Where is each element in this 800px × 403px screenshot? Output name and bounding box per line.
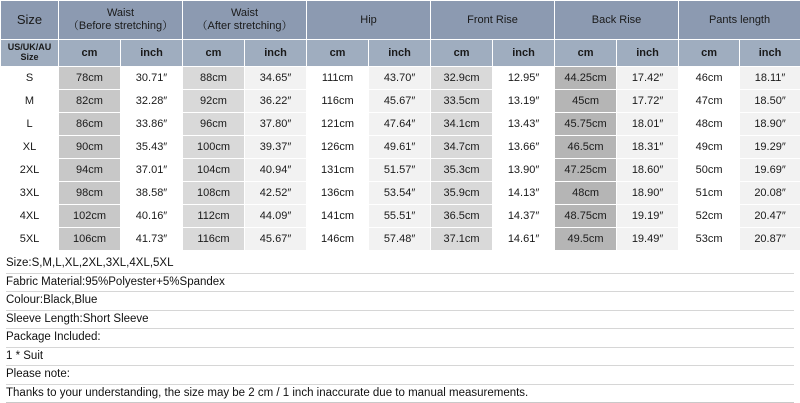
cell-waist-before-inch: 35.43″	[121, 136, 183, 159]
cell-pants-length-inch: 18.90″	[740, 113, 800, 136]
note-size: Size:S,M,L,XL,2XL,3XL,4XL,5XL	[6, 255, 794, 274]
cell-back-rise-cm: 45.75cm	[555, 113, 617, 136]
header-hip: Hip	[307, 1, 431, 40]
cell-pants-length-inch: 19.69″	[740, 159, 800, 182]
table-row	[1, 228, 800, 251]
note-sleeve-length: Sleeve Length:Short Sleeve	[6, 311, 794, 330]
cell-waist-before-inch: 30.71″	[121, 67, 183, 90]
header-waist-before-sub: （Before stretching）	[59, 20, 182, 33]
cell-waist-before-cm: 106cm	[59, 228, 121, 251]
cell-front-rise-cm: 32.9cm	[431, 67, 493, 90]
cell-front-rise-inch: 13.90″	[493, 159, 555, 182]
cell-waist-before-cm: 78cm	[59, 67, 121, 90]
cell-front-rise-inch: 13.43″	[493, 113, 555, 136]
row-size-label: 5XL	[1, 228, 59, 251]
cell-front-rise-cm: 37.1cm	[431, 228, 493, 251]
row-size-label: S	[1, 67, 59, 90]
cell-waist-after-inch: 36.22″	[245, 90, 307, 113]
cell-waist-after-cm: 112cm	[183, 205, 245, 228]
cell-hip-inch: 51.57″	[369, 159, 431, 182]
cell-waist-after-inch: 39.37″	[245, 136, 307, 159]
cell-hip-inch: 53.54″	[369, 182, 431, 205]
cell-pants-length-cm: 49cm	[679, 136, 740, 159]
cell-back-rise-cm: 44.25cm	[555, 67, 617, 90]
cell-waist-before-inch: 33.86″	[121, 113, 183, 136]
header-unit-3: inch	[245, 40, 307, 67]
cell-pants-length-cm: 52cm	[679, 205, 740, 228]
cell-front-rise-inch: 12.95″	[493, 67, 555, 90]
note-package-quantity: 1 * Suit	[6, 348, 794, 367]
cell-front-rise-cm: 36.5cm	[431, 205, 493, 228]
header-waist-before	[59, 1, 183, 40]
cell-waist-after-inch: 45.67″	[245, 228, 307, 251]
cell-waist-before-cm: 98cm	[59, 182, 121, 205]
cell-hip-inch: 55.51″	[369, 205, 431, 228]
cell-waist-after-inch: 42.52″	[245, 182, 307, 205]
cell-pants-length-cm: 46cm	[679, 67, 740, 90]
cell-waist-after-cm: 88cm	[183, 67, 245, 90]
header-waist-after-sub: （After stretching）	[183, 20, 306, 33]
cell-back-rise-cm: 45cm	[555, 90, 617, 113]
cell-front-rise-inch: 14.61″	[493, 228, 555, 251]
header-unit-0: cm	[59, 40, 121, 67]
header-front-rise: Front Rise	[431, 1, 555, 40]
header-unit-4: cm	[307, 40, 369, 67]
header-waist-after	[183, 1, 307, 40]
cell-waist-after-inch: 40.94″	[245, 159, 307, 182]
row-size-label: XL	[1, 136, 59, 159]
header-unit-1: inch	[121, 40, 183, 67]
table-row	[1, 136, 800, 159]
header-unit-8: cm	[555, 40, 617, 67]
cell-back-rise-inch: 18.60″	[617, 159, 679, 182]
table-row	[1, 159, 800, 182]
note-please-note: Please note:	[6, 366, 794, 385]
cell-pants-length-inch: 20.47″	[740, 205, 800, 228]
row-size-label: 2XL	[1, 159, 59, 182]
cell-waist-before-cm: 94cm	[59, 159, 121, 182]
cell-back-rise-inch: 19.19″	[617, 205, 679, 228]
cell-waist-before-inch: 38.58″	[121, 182, 183, 205]
table-body	[1, 67, 800, 251]
cell-front-rise-cm: 34.7cm	[431, 136, 493, 159]
note-package-included: Package Included:	[6, 329, 794, 348]
cell-waist-before-inch: 32.28″	[121, 90, 183, 113]
cell-front-rise-inch: 14.13″	[493, 182, 555, 205]
cell-waist-after-cm: 104cm	[183, 159, 245, 182]
cell-pants-length-cm: 50cm	[679, 159, 740, 182]
cell-back-rise-cm: 48.75cm	[555, 205, 617, 228]
cell-front-rise-inch: 14.37″	[493, 205, 555, 228]
cell-pants-length-cm: 53cm	[679, 228, 740, 251]
header-unit-2: cm	[183, 40, 245, 67]
product-notes	[0, 251, 800, 403]
cell-hip-inch: 49.61″	[369, 136, 431, 159]
header-waist-after-label: Waist	[183, 7, 306, 20]
header-unit-11: inch	[740, 40, 800, 67]
cell-hip-inch: 47.64″	[369, 113, 431, 136]
header-back-rise: Back Rise	[555, 1, 679, 40]
cell-pants-length-inch: 20.87″	[740, 228, 800, 251]
cell-front-rise-cm: 35.9cm	[431, 182, 493, 205]
row-size-label: L	[1, 113, 59, 136]
table-row	[1, 67, 800, 90]
cell-hip-inch: 57.48″	[369, 228, 431, 251]
cell-pants-length-cm: 48cm	[679, 113, 740, 136]
cell-pants-length-cm: 51cm	[679, 182, 740, 205]
cell-front-rise-inch: 13.66″	[493, 136, 555, 159]
cell-pants-length-inch: 18.11″	[740, 67, 800, 90]
header-unit-5: inch	[369, 40, 431, 67]
table-header-unit-row	[1, 40, 800, 67]
table-header-group-row	[1, 1, 800, 40]
cell-hip-cm: 116cm	[307, 90, 369, 113]
cell-back-rise-inch: 18.01″	[617, 113, 679, 136]
header-unit-9: inch	[617, 40, 679, 67]
cell-hip-cm: 136cm	[307, 182, 369, 205]
cell-waist-before-cm: 102cm	[59, 205, 121, 228]
cell-hip-cm: 146cm	[307, 228, 369, 251]
cell-hip-inch: 45.67″	[369, 90, 431, 113]
row-size-label: M	[1, 90, 59, 113]
cell-hip-cm: 111cm	[307, 67, 369, 90]
cell-hip-cm: 141cm	[307, 205, 369, 228]
cell-waist-before-inch: 41.73″	[121, 228, 183, 251]
table-row	[1, 113, 800, 136]
note-measurement-disclaimer: Thanks to your understanding, the size may be 2 cm / 1 inch inaccurate due to manual measurements.	[6, 385, 794, 403]
cell-pants-length-inch: 19.29″	[740, 136, 800, 159]
cell-pants-length-cm: 47cm	[679, 90, 740, 113]
cell-back-rise-inch: 18.90″	[617, 182, 679, 205]
cell-front-rise-cm: 33.5cm	[431, 90, 493, 113]
cell-waist-before-inch: 40.16″	[121, 205, 183, 228]
header-size: Size	[1, 1, 59, 40]
cell-front-rise-inch: 13.19″	[493, 90, 555, 113]
cell-back-rise-inch: 18.31″	[617, 136, 679, 159]
cell-back-rise-inch: 17.72″	[617, 90, 679, 113]
header-unit-7: inch	[493, 40, 555, 67]
cell-hip-inch: 43.70″	[369, 67, 431, 90]
cell-front-rise-cm: 35.3cm	[431, 159, 493, 182]
cell-waist-after-inch: 34.65″	[245, 67, 307, 90]
cell-waist-after-cm: 100cm	[183, 136, 245, 159]
header-unit-6: cm	[431, 40, 493, 67]
cell-back-rise-cm: 47.25cm	[555, 159, 617, 182]
cell-waist-before-inch: 37.01″	[121, 159, 183, 182]
header-size-system-line2: Size	[1, 53, 58, 63]
cell-pants-length-inch: 18.50″	[740, 90, 800, 113]
header-size-system	[1, 40, 59, 67]
note-fabric-material: Fabric Material:95%Polyester+5%Spandex	[6, 274, 794, 293]
cell-hip-cm: 126cm	[307, 136, 369, 159]
cell-waist-after-inch: 44.09″	[245, 205, 307, 228]
row-size-label: 4XL	[1, 205, 59, 228]
header-pants-length: Pants length	[679, 1, 800, 40]
cell-back-rise-inch: 17.42″	[617, 67, 679, 90]
cell-hip-cm: 121cm	[307, 113, 369, 136]
cell-pants-length-inch: 20.08″	[740, 182, 800, 205]
cell-waist-before-cm: 86cm	[59, 113, 121, 136]
cell-back-rise-inch: 19.49″	[617, 228, 679, 251]
header-unit-10: cm	[679, 40, 740, 67]
cell-waist-after-inch: 37.80″	[245, 113, 307, 136]
row-size-label: 3XL	[1, 182, 59, 205]
table-row	[1, 182, 800, 205]
header-waist-before-label: Waist	[59, 7, 182, 20]
cell-waist-after-cm: 116cm	[183, 228, 245, 251]
cell-waist-before-cm: 90cm	[59, 136, 121, 159]
cell-front-rise-cm: 34.1cm	[431, 113, 493, 136]
cell-back-rise-cm: 48cm	[555, 182, 617, 205]
cell-back-rise-cm: 49.5cm	[555, 228, 617, 251]
cell-waist-after-cm: 96cm	[183, 113, 245, 136]
cell-waist-after-cm: 92cm	[183, 90, 245, 113]
cell-waist-before-cm: 82cm	[59, 90, 121, 113]
table-row	[1, 205, 800, 228]
cell-back-rise-cm: 46.5cm	[555, 136, 617, 159]
cell-hip-cm: 131cm	[307, 159, 369, 182]
cell-waist-after-cm: 108cm	[183, 182, 245, 205]
note-colour: Colour:Black,Blue	[6, 292, 794, 311]
table-row	[1, 90, 800, 113]
header-size-system-line1: US/UK/AU	[1, 43, 58, 53]
